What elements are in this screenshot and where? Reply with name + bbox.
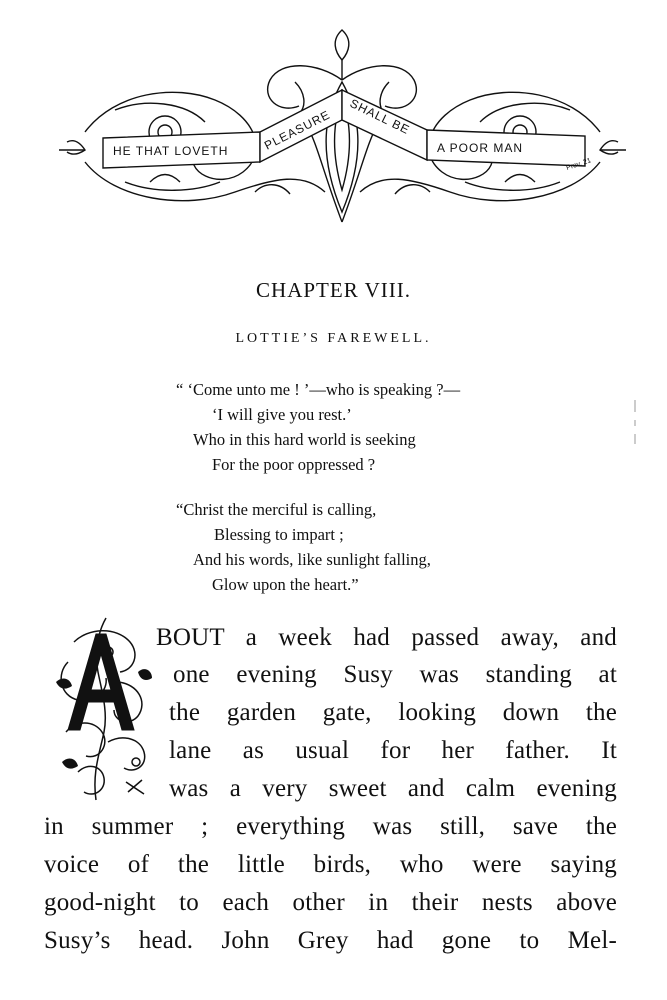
margin-speck [634,400,636,444]
poem-line: ‘I will give you rest.’ [212,405,352,424]
poem-line: For the poor oppressed ? [212,455,376,474]
body-line: was a very sweet and calm evening [169,775,617,802]
floral-drop-cap [48,612,156,807]
poem-line: Glow upon the heart.” [212,575,359,594]
ornamental-headpiece [55,22,630,247]
motto-part-1: HE THAT LOVETH [113,144,229,158]
poem-line: “Christ the merciful is calling, [176,500,377,519]
chapter-title: CHAPTER VIII. [256,278,411,302]
poem-line: “ ‘Come unto me ! ’—who is speaking ?— [176,380,461,399]
drop-cap-initial [48,612,156,807]
body-line: the garden gate, looking down the [169,699,617,726]
motto-part-3: SHALL BE [347,96,413,138]
body-line: in summer ; everything was still, save the [44,813,617,840]
body-line: voice of the little birds, who were saying [44,851,617,878]
body-line: one evening Susy was standing at [173,661,617,688]
body-line: Susy’s head. John Grey had gone to Mel- [44,927,617,954]
motto-part-4: A POOR MAN [437,141,524,155]
headpiece-engraving [55,22,630,247]
poem-line: Who in this hard world is seeking [193,430,416,449]
body-line: BOUT a week had passed away, and [156,624,617,651]
poem-line: And his words, like sunlight falling, [193,550,431,569]
poem-line: Blessing to impart ; [214,525,344,544]
motto-part-2: PLEASURE [262,107,333,153]
body-line: good-night to each other in their nests above [44,889,617,916]
chapter-subtitle: LOTTIE’S FAREWELL. [235,331,432,346]
motto-reference: Prov. 21 [565,157,592,172]
body-line: lane as usual for her father. It [169,737,617,764]
